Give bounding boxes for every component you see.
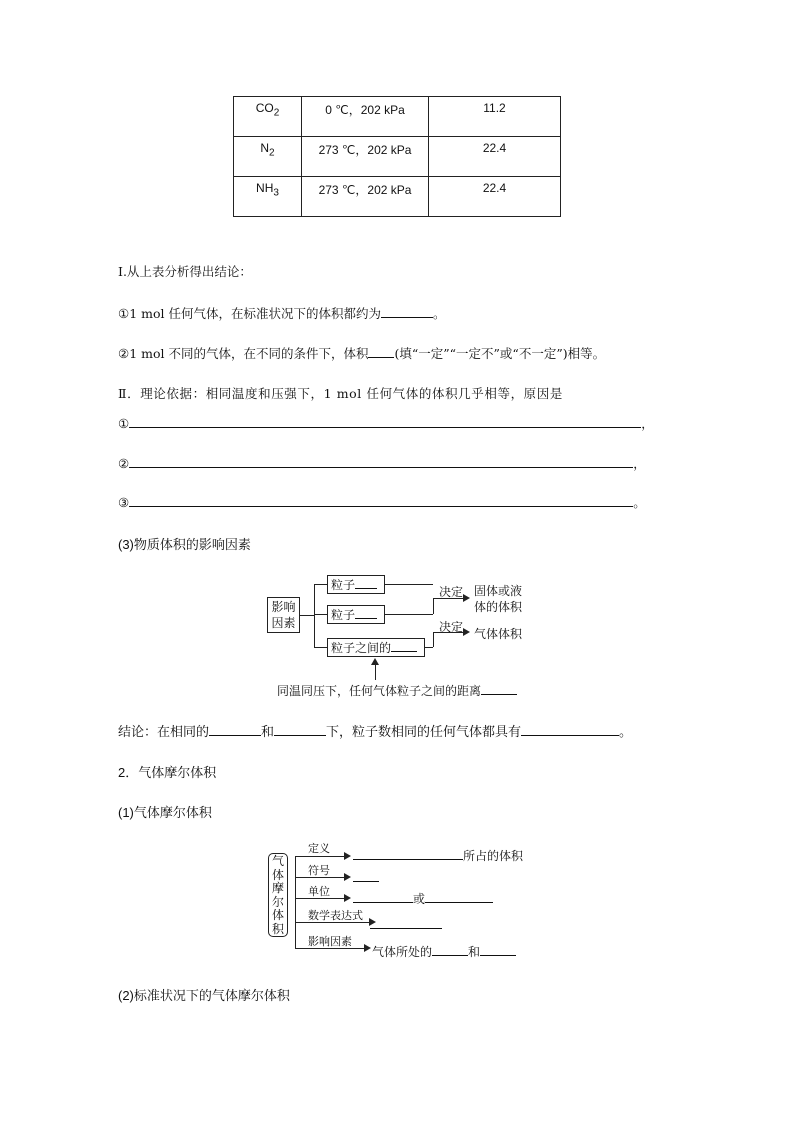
- table-cell-condition: 0 ℃，202 kPa: [302, 97, 429, 137]
- connector: [295, 856, 296, 948]
- conclusion-statement: 结论：在相同的 和 下，粒子数相同的任何气体都具有 。: [118, 721, 632, 740]
- table-cell-volume: 11.2: [429, 97, 561, 137]
- answer-blank[interactable]: [481, 682, 517, 695]
- table-cell-gas: $N_2$: [234, 137, 302, 177]
- table-cell-gas: $CO_2$: [234, 97, 302, 137]
- result-gas-volume: 气体体积: [474, 627, 523, 641]
- connector: [433, 632, 434, 647]
- branch-definition: 定义: [308, 842, 330, 855]
- arrow-right-icon: [364, 944, 371, 952]
- answer-blank[interactable]: [129, 413, 641, 428]
- answer-blank[interactable]: [353, 847, 463, 860]
- answer-blank[interactable]: [381, 303, 433, 318]
- table-cell-gas: $NH_3$: [234, 177, 302, 217]
- bottom-note: 同温同压下，任何气体粒子之间的距离: [277, 682, 517, 699]
- branch-unit: 单位: [308, 885, 330, 898]
- arrow-right-icon: [463, 628, 470, 636]
- connector: [385, 614, 433, 615]
- factor-box-3: 粒子之间的: [327, 638, 425, 657]
- table-row: [234, 97, 561, 137]
- branch-formula: 数学表达式: [308, 909, 363, 922]
- branch-definition-tail: 所占的体积: [353, 847, 523, 864]
- answer-blank[interactable]: [432, 943, 468, 956]
- branch-symbol: 符号: [308, 864, 330, 877]
- table-cell-volume: 22.4: [429, 177, 561, 217]
- connector: [425, 647, 433, 648]
- arrow-right-icon: [344, 873, 351, 881]
- arrow-right-icon: [463, 594, 470, 602]
- arrow-right-icon: [344, 852, 351, 860]
- result-solid-liquid: 固体或液 体的体积: [474, 584, 523, 614]
- section-2-sub-1: (1)气体摩尔体积: [118, 805, 212, 820]
- theory-item-1: ① ，: [118, 413, 654, 432]
- gas-volume-table: [233, 96, 561, 217]
- connector: [314, 584, 315, 647]
- branch-symbol-tail: [353, 869, 379, 885]
- answer-blank[interactable]: [368, 343, 394, 358]
- connector: [314, 584, 327, 585]
- section-2-title: 2．气体摩尔体积: [118, 765, 217, 780]
- branch-factors: 影响因素: [308, 935, 352, 948]
- table-cell-condition: 273 ℃，202 kPa: [302, 177, 429, 217]
- answer-blank[interactable]: [425, 890, 493, 903]
- answer-blank[interactable]: [209, 721, 261, 736]
- conclusion-heading: Ⅰ.从上表分析得出结论：: [118, 264, 252, 279]
- answer-blank[interactable]: [521, 721, 619, 736]
- arrow-up-icon: [371, 658, 379, 665]
- table-row: [234, 177, 561, 217]
- answer-blank[interactable]: [480, 943, 516, 956]
- connector: [314, 647, 327, 648]
- arrow-line: [375, 665, 376, 680]
- answer-blank[interactable]: [355, 576, 377, 589]
- conclusion-item-2: ②1 mol 不同的气体，在不同的条件下，体积 (填“一定”“一定不”或“不一定”)相等。: [118, 343, 605, 362]
- factor-box-2: 粒子: [327, 605, 385, 624]
- theory-heading: Ⅱ．理论依据：相同温度和压强下，1 mol 任何气体的体积几乎相等，原因是: [118, 386, 563, 401]
- table-row: [234, 137, 561, 177]
- branch-unit-tail: 或: [353, 890, 493, 907]
- branch-factors-tail: 气体所处的 和: [372, 943, 516, 960]
- table-cell-condition: 273 ℃，202 kPa: [302, 137, 429, 177]
- decide-label-2: 决定: [439, 620, 464, 634]
- table-cell-volume: 22.4: [429, 137, 561, 177]
- conclusion-item-1: ①1 mol 任何气体，在标准状况下的体积都约为 。: [118, 303, 446, 322]
- answer-blank[interactable]: [129, 453, 633, 468]
- answer-blank[interactable]: [129, 492, 633, 507]
- answer-blank[interactable]: [355, 606, 377, 619]
- answer-blank[interactable]: [353, 890, 413, 903]
- answer-blank[interactable]: [274, 721, 326, 736]
- connector: [385, 584, 433, 585]
- answer-blank[interactable]: [370, 916, 442, 929]
- factor-label-box: 影响 因素: [267, 597, 300, 633]
- decide-label-1: 决定: [439, 585, 464, 599]
- connector: [314, 614, 327, 615]
- answer-blank[interactable]: [391, 639, 417, 652]
- connector: [300, 615, 314, 616]
- answer-blank[interactable]: [353, 869, 379, 882]
- theory-item-3: ③ 。: [118, 492, 646, 511]
- theory-item-2: ② ，: [118, 453, 646, 472]
- arrow-line: [295, 856, 345, 857]
- factor-box-1: 粒子: [327, 575, 385, 594]
- branch-formula-tail: [370, 916, 442, 932]
- connector: [433, 598, 434, 614]
- section-2-sub-2: (2)标准状况下的气体摩尔体积: [118, 988, 290, 1003]
- molar-volume-label-box: 气 体 摩 尔 体 积: [268, 853, 288, 937]
- section-3-title: (3)物质体积的影响因素: [118, 537, 251, 552]
- arrow-right-icon: [344, 894, 351, 902]
